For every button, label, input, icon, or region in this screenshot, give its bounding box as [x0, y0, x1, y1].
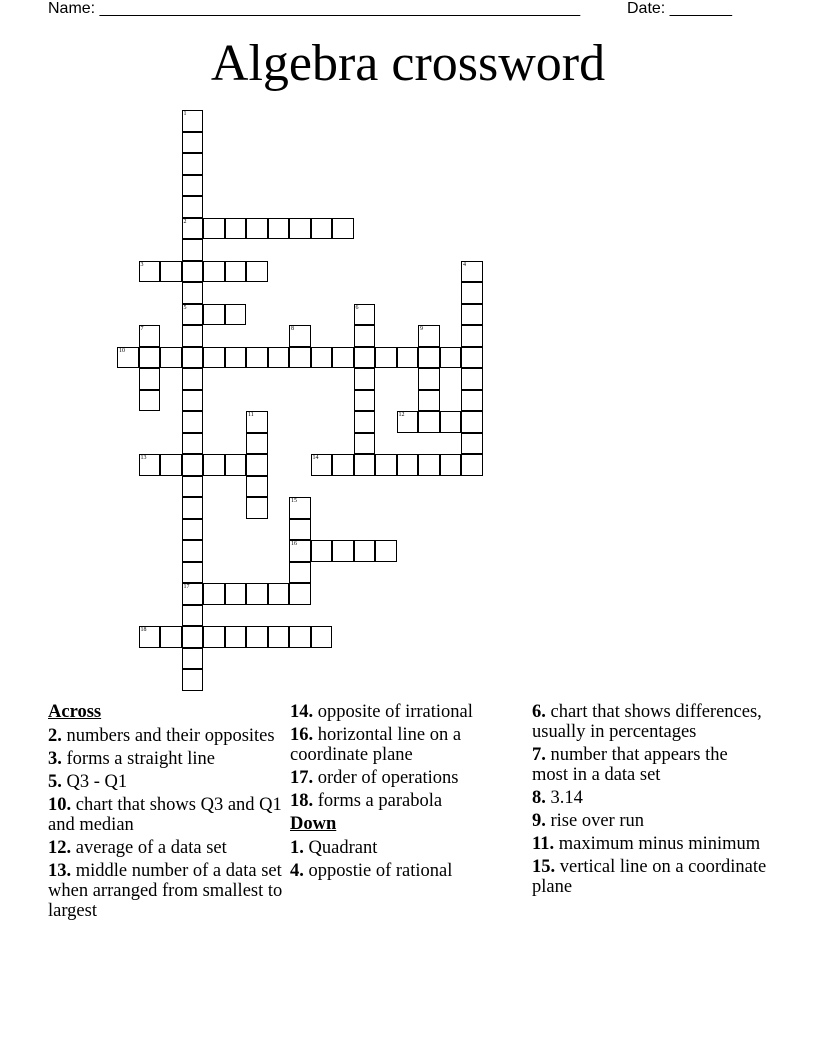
- grid-cell[interactable]: [246, 454, 268, 476]
- grid-cell[interactable]: [246, 347, 268, 369]
- clue-number: 7: [140, 326, 144, 332]
- clue-down-8: 8. 3.14: [532, 788, 583, 808]
- grid-cell[interactable]: [182, 132, 204, 154]
- grid-cell[interactable]: [139, 261, 161, 283]
- clue-column-1: [48, 702, 284, 924]
- grid-cell[interactable]: [397, 347, 419, 369]
- across-heading: Across: [48, 702, 102, 722]
- grid-cell[interactable]: [182, 110, 204, 132]
- grid-cell[interactable]: [225, 304, 247, 326]
- clue-number: 3: [140, 261, 144, 268]
- grid-cell[interactable]: [182, 497, 204, 519]
- clue-number: 9: [420, 326, 423, 332]
- grid-cell[interactable]: [311, 626, 333, 648]
- clue-across-13: 13. middle number of a data set when arranged from smallest to largest: [48, 861, 283, 921]
- page-title: Algebra crossword: [210, 35, 606, 92]
- grid-cell[interactable]: [246, 476, 268, 498]
- grid-cell[interactable]: [225, 347, 247, 369]
- grid-cell[interactable]: [289, 497, 311, 519]
- grid-cell[interactable]: [332, 540, 354, 562]
- grid-cell[interactable]: [332, 454, 354, 476]
- grid-cell[interactable]: [182, 239, 204, 261]
- clue-across-3: 3. forms a straight line: [48, 749, 215, 769]
- grid-cell[interactable]: [354, 304, 376, 326]
- grid-cell[interactable]: [246, 411, 268, 433]
- grid-cell[interactable]: [268, 626, 290, 648]
- grid-cell[interactable]: [160, 626, 182, 648]
- grid-cell[interactable]: [182, 411, 204, 433]
- clue-down-7: 7. number that appears the most in a data set: [532, 745, 728, 785]
- grid-cell[interactable]: [225, 261, 247, 283]
- clue-across-17: 17. order of operations: [290, 768, 459, 788]
- grid-cell[interactable]: [246, 583, 268, 605]
- clue-number: 4: [463, 261, 466, 268]
- grid-cell[interactable]: [139, 325, 161, 347]
- grid-cell[interactable]: [289, 583, 311, 605]
- grid-cell[interactable]: [397, 411, 419, 433]
- grid-cell[interactable]: [182, 175, 204, 197]
- grid-cell[interactable]: [182, 153, 204, 175]
- grid-cell[interactable]: [461, 304, 483, 326]
- grid-cell[interactable]: [203, 626, 225, 648]
- grid-cell[interactable]: [375, 454, 397, 476]
- grid-cell[interactable]: [375, 347, 397, 369]
- grid-cell[interactable]: [182, 562, 204, 584]
- grid-cell[interactable]: [139, 390, 161, 412]
- grid-cell[interactable]: [139, 347, 161, 369]
- clue-number: 15: [291, 498, 297, 504]
- name-field-label: Name: ______________________________________________________: [48, 0, 581, 17]
- down-heading: Down: [290, 814, 337, 834]
- clue-number: 1: [183, 111, 187, 117]
- grid-cell[interactable]: [268, 347, 290, 369]
- clue-across-18: 18. forms a parabola: [290, 791, 443, 811]
- clue-across-12: 12. average of a data set: [48, 838, 227, 858]
- grid-cell[interactable]: [117, 347, 139, 369]
- grid-cell[interactable]: [182, 519, 204, 541]
- grid-cell[interactable]: [354, 540, 376, 562]
- grid-cell[interactable]: [289, 325, 311, 347]
- clue-number: 14: [312, 455, 319, 461]
- grid-cell[interactable]: [182, 476, 204, 498]
- grid-cell[interactable]: [354, 368, 376, 390]
- grid-cell[interactable]: [311, 454, 333, 476]
- clue-number: 17: [183, 584, 190, 590]
- grid-cell[interactable]: [246, 433, 268, 455]
- grid-cell[interactable]: [418, 347, 440, 369]
- grid-cell[interactable]: [461, 325, 483, 347]
- grid-cell[interactable]: [160, 454, 182, 476]
- grid-cell[interactable]: [268, 583, 290, 605]
- grid-cell[interactable]: [246, 497, 268, 519]
- clue-number: 8: [291, 326, 294, 332]
- grid-cell[interactable]: [440, 411, 462, 433]
- grid-cell[interactable]: [225, 454, 247, 476]
- grid-cell[interactable]: [182, 282, 204, 304]
- clue-down-9: 9. rise over run: [532, 811, 644, 831]
- grid-cell[interactable]: [440, 454, 462, 476]
- grid-cell[interactable]: [461, 390, 483, 412]
- grid-cell[interactable]: [354, 347, 376, 369]
- grid-cell[interactable]: [461, 411, 483, 433]
- grid-cell[interactable]: [139, 368, 161, 390]
- grid-cell[interactable]: [182, 648, 204, 670]
- grid-cell[interactable]: [182, 390, 204, 412]
- clue-across-16: 16. horizontal line on a coordinate plane: [290, 725, 462, 765]
- grid-cell[interactable]: [418, 390, 440, 412]
- grid-cell[interactable]: [461, 368, 483, 390]
- grid-cell[interactable]: [461, 261, 483, 283]
- grid-cell[interactable]: [182, 540, 204, 562]
- clue-down-11: 11. maximum minus minimum: [532, 834, 761, 854]
- grid-cell[interactable]: [289, 540, 311, 562]
- grid-cell[interactable]: [332, 218, 354, 240]
- grid-cell[interactable]: [160, 261, 182, 283]
- date-field-label: Date: _______: [627, 0, 732, 17]
- grid-cell[interactable]: [354, 454, 376, 476]
- grid-cell[interactable]: [139, 454, 161, 476]
- grid-cell[interactable]: [225, 218, 247, 240]
- clue-number: 11: [248, 412, 254, 418]
- grid-cell[interactable]: [375, 540, 397, 562]
- grid-cell[interactable]: [311, 540, 333, 562]
- clue-down-15: 15. vertical line on a coordinate plane: [532, 857, 767, 897]
- grid-cell[interactable]: [268, 218, 290, 240]
- grid-cell[interactable]: [203, 261, 225, 283]
- clue-number: 12: [398, 412, 405, 418]
- grid-cell[interactable]: [246, 261, 268, 283]
- clue-number: 13: [140, 455, 147, 461]
- clue-down-4: 4. oppostie of rational: [290, 861, 453, 881]
- grid-cell[interactable]: [418, 368, 440, 390]
- clue-number: 5: [183, 304, 187, 311]
- grid-cell[interactable]: [332, 347, 354, 369]
- clue-across-10: 10. chart that shows Q3 and Q1 and median: [48, 795, 282, 835]
- grid-cell[interactable]: [182, 218, 204, 240]
- grid-cell[interactable]: [311, 347, 333, 369]
- grid-cell[interactable]: [182, 196, 204, 218]
- grid-cell[interactable]: [203, 218, 225, 240]
- grid-cell[interactable]: [289, 218, 311, 240]
- grid-cell[interactable]: [461, 433, 483, 455]
- grid-cell[interactable]: [225, 626, 247, 648]
- clue-number: 18: [140, 627, 147, 633]
- grid-cell[interactable]: [182, 454, 204, 476]
- clue-number: 2: [183, 218, 187, 225]
- grid-cell[interactable]: [182, 325, 204, 347]
- grid-cell[interactable]: [461, 282, 483, 304]
- grid-cell[interactable]: [289, 347, 311, 369]
- grid-cell[interactable]: [311, 218, 333, 240]
- grid-cell[interactable]: [418, 411, 440, 433]
- grid-cell[interactable]: [354, 390, 376, 412]
- grid-cell[interactable]: [182, 304, 204, 326]
- grid-cell[interactable]: [289, 626, 311, 648]
- grid-cell[interactable]: [461, 454, 483, 476]
- clue-number: 10: [119, 347, 125, 354]
- clue-column-3: [532, 702, 768, 900]
- grid-cell[interactable]: [397, 454, 419, 476]
- clue-across-2: 2. numbers and their opposites: [48, 726, 275, 746]
- grid-cell[interactable]: [182, 347, 204, 369]
- grid-cell[interactable]: [203, 583, 225, 605]
- clue-column-2: [290, 702, 526, 884]
- grid-cell[interactable]: [203, 454, 225, 476]
- clue-across-5: 5. Q3 - Q1: [48, 772, 128, 792]
- clue-down-1: 1. Quadrant: [290, 838, 378, 858]
- grid-cell[interactable]: [160, 347, 182, 369]
- grid-cell[interactable]: [289, 519, 311, 541]
- grid-cell[interactable]: [461, 347, 483, 369]
- grid-cell[interactable]: [203, 304, 225, 326]
- clue-down-6: 6. chart that shows differences, usually in percentages: [532, 702, 762, 742]
- clue-across-14: 14. opposite of irrational: [290, 702, 473, 722]
- grid-cell[interactable]: [182, 605, 204, 627]
- grid-cell[interactable]: [182, 368, 204, 390]
- clue-number: 16: [291, 541, 297, 547]
- grid-cell[interactable]: [354, 411, 376, 433]
- grid-cell[interactable]: [246, 218, 268, 240]
- grid-cell[interactable]: [440, 347, 462, 369]
- grid-cell[interactable]: [418, 454, 440, 476]
- grid-cell[interactable]: [354, 325, 376, 347]
- clue-number: 6: [355, 304, 359, 311]
- grid-cell[interactable]: [182, 433, 204, 455]
- grid-cell[interactable]: [182, 261, 204, 283]
- grid-cell[interactable]: [203, 347, 225, 369]
- grid-cell[interactable]: [225, 583, 247, 605]
- grid-cell[interactable]: [182, 583, 204, 605]
- grid-cell[interactable]: [354, 433, 376, 455]
- grid-cell[interactable]: [182, 669, 204, 691]
- grid-cell[interactable]: [289, 562, 311, 584]
- grid-cell[interactable]: [139, 626, 161, 648]
- grid-cell[interactable]: [418, 325, 440, 347]
- grid-cell[interactable]: [182, 626, 204, 648]
- grid-cell[interactable]: [246, 626, 268, 648]
